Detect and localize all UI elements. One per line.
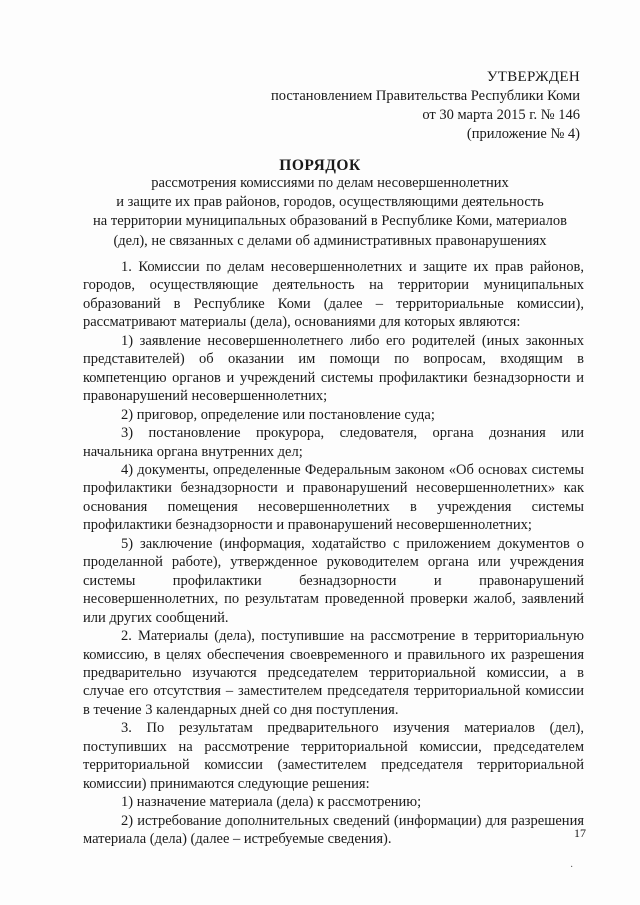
document-subtitle	[70, 174, 590, 251]
approval-line-3: (приложение № 4)	[466, 126, 580, 142]
subtitle-line-2: и защите их прав районов, городов, осуществляющими деятельность	[116, 194, 544, 211]
paragraph-item-3: 3. По результатам предварительного изучения материалов (дел), поступивших на рассмотрение территориальной комиссии, председателем территориальной комиссии (заместителем председателя территориальной комиссии) принимаются следующие решения:	[83, 720, 584, 792]
paragraph-item-2: 2. Материалы (дела), поступившие на рассмотрение в территориальную комиссию, в целях обеспечения своевременного и правильного их разрешения предварительно изучаются председателем территориальной комиссии, а в случае его отсутствия – заместителем председателя территориальной комиссии в течение 3 календарных дней со дня поступления.	[83, 628, 584, 718]
approval-line-1: постановлением Правительства Республики Коми	[271, 88, 580, 104]
corner-mark: ·	[570, 862, 574, 873]
subtitle-line-4: (дел), не связанных с делами об административных правонарушениях	[113, 232, 547, 249]
document-body	[83, 258, 584, 849]
approval-heading: УТВЕРЖДЕН	[486, 69, 580, 85]
subitem-1: 1) заявление несовершеннолетнего либо его родителей (иных законных представителей) об оказании им помощи по вопросам, входящим в компетенцию органов и учреждений системы профилактики безнадзорности и правонарушений несовершеннолетних;	[83, 332, 584, 405]
approval-stamp	[271, 68, 580, 144]
subitem-2: 2) приговор, определение или постановление суда;	[121, 406, 435, 423]
subitem-3: 3) постановление прокурора, следователя, органа дознания или начальника органа внутренних дел;	[83, 425, 584, 460]
decision-2: 2) истребование дополнительных сведений (информации) для разрешения материала (дела) (далее – истребуемые сведения).	[83, 812, 584, 848]
document-title: ПОРЯДОК	[279, 157, 361, 174]
paragraph-item-1: 1. Комиссии по делам несовершеннолетних и защите их прав районов, городов, осуществляющие деятельность на территории муниципальных образований в Республике Коми (далее – территориальные комиссии), рассматривают материалы (дела), основаниями для которых являются:	[83, 259, 584, 331]
decision-1: 1) назначение материала (дела) к рассмотрению;	[121, 794, 422, 811]
subitem-5: 5) заключение (информация, ходатайство с приложением документов о проделанной работе), утвержденное руководителем органа или учреждения системы профилактики безнадзорности и правонарушений несовершеннолетних, по результатам проведенной проверки жалоб, заявлений или других сообщений.	[83, 535, 584, 626]
approval-line-2: от 30 марта 2015 г. № 146	[422, 107, 580, 123]
subitem-4: 4) документы, определенные Федеральным законом «Об основах системы профилактики безнадзорности и правонарушений несовершеннолетних» как основания помещения несовершеннолетних в учреждения системы профилактики безнадзорности и правонарушений несовершеннолетних;	[83, 461, 584, 534]
page-number: 17	[574, 826, 586, 840]
subtitle-line-1: рассмотрения комиссиями по делам несовершеннолетних	[151, 175, 509, 191]
subtitle-line-3: на территории муниципальных образований в Республике Коми, материалов	[93, 213, 567, 230]
